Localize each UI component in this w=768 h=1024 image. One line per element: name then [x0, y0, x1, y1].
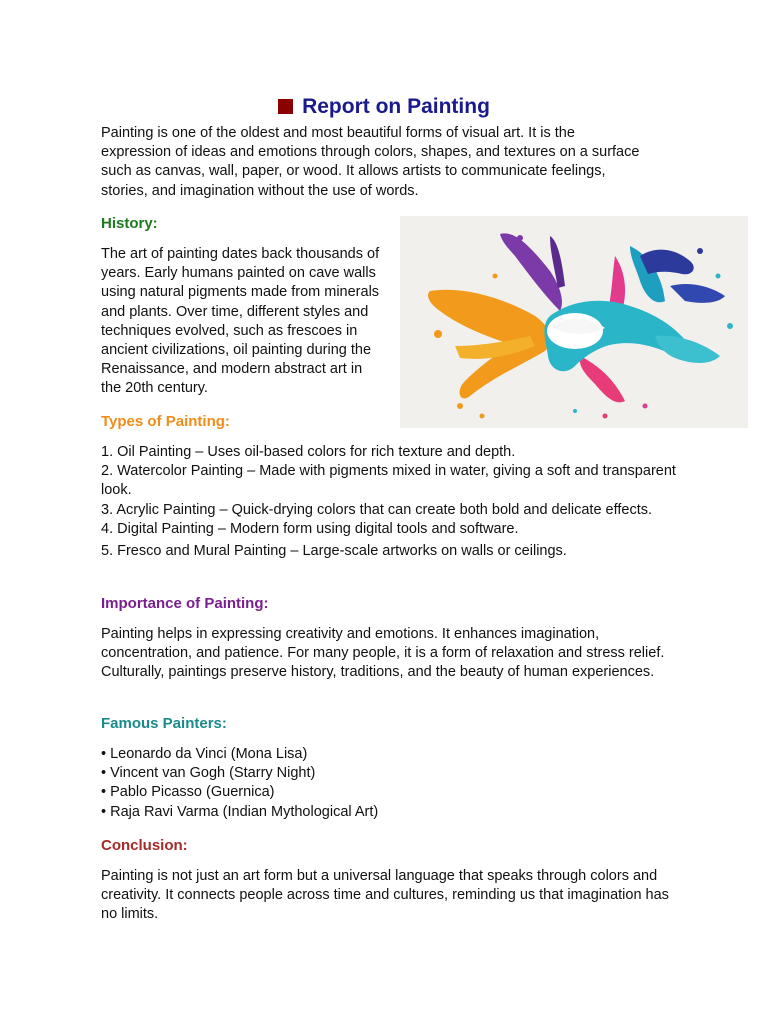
conclusion-paragraph: Painting is not just an art form but a universal language that speaks through colors and creativity. It connects people across time and cultures, reminding us that imagination has no limits.	[101, 868, 669, 923]
types-list	[101, 443, 681, 561]
list-item: 2. Watercolor Painting – Made with pigments mixed in water, giving a soft and transparent look.	[101, 463, 676, 499]
conclusion-heading: Conclusion:	[101, 837, 188, 854]
paint-splash-icon	[400, 216, 748, 428]
history-heading: History:	[101, 215, 158, 232]
importance-paragraph: Painting helps in expressing creativity and emotions. It enhances imagination, concentration, and patience. For many people, it is a form of relaxation and stress relief. Culturally, paintings preserve history, traditions, and the beauty of human experiences.	[101, 626, 665, 681]
list-item: 1. Oil Painting – Uses oil-based colors for rich texture and depth.	[101, 444, 516, 460]
famous-painters-list	[101, 745, 681, 822]
famous-painters-heading: Famous Painters:	[101, 715, 227, 732]
red-square-icon	[278, 99, 293, 114]
list-item: • Raja Ravi Varma (Indian Mythological Art)	[101, 803, 379, 820]
history-paragraph: The art of painting dates back thousands of years. Early humans painted on cave walls using natural pigments made from minerals and plants. Over time, different styles and techniques evolved, such as frescoes in ancient civilizations, oil painting during the Renaissance, and modern abstract art in the 20th century.	[101, 246, 380, 397]
list-item: 4. Digital Painting – Modern form using digital tools and software.	[101, 520, 519, 537]
report-title	[0, 93, 768, 121]
list-item: 5. Fresco and Mural Painting – Large-scale artworks on walls or ceilings.	[101, 543, 567, 560]
report-title-text: Report on Painting	[302, 95, 490, 118]
intro-paragraph: Painting is one of the oldest and most beautiful forms of visual art. It is the expression of ideas and emotions through colors, shapes, and textures on a surface such as canvas, wall, paper, or wood. It allows artists to communicate feelings, stories, and imagination without the use of words.	[101, 125, 640, 199]
list-item: • Pablo Picasso (Guernica)	[101, 784, 275, 801]
importance-heading: Importance of Painting:	[101, 595, 269, 612]
list-item: • Leonardo da Vinci (Mona Lisa)	[101, 746, 308, 762]
types-heading: Types of Painting:	[101, 413, 230, 430]
list-item: • Vincent van Gogh (Starry Night)	[101, 765, 316, 782]
paint-splash-image	[400, 216, 748, 428]
list-item: 3. Acrylic Painting – Quick-drying colors that can create both bold and delicate effects.	[101, 501, 653, 518]
